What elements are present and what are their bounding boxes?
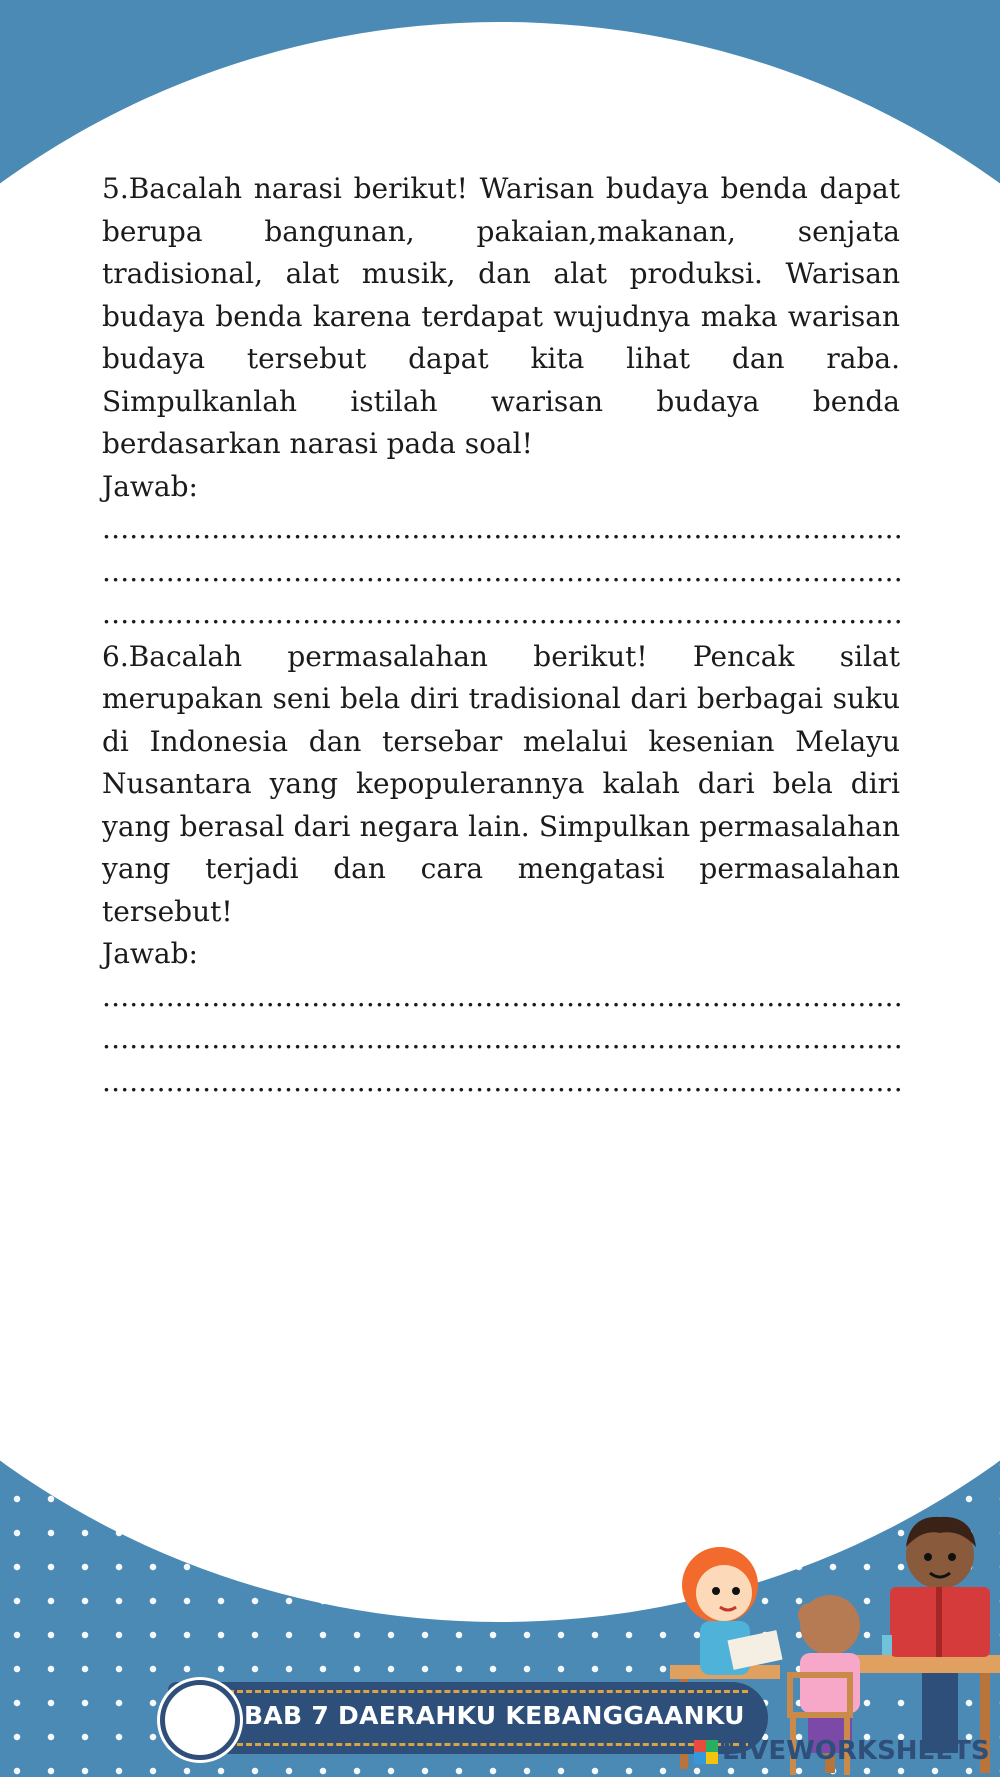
answer-line[interactable] (102, 1018, 900, 1061)
answer-line[interactable] (102, 508, 900, 551)
answer-line[interactable] (102, 593, 900, 636)
chapter-title: BAB 7 DAERAHKU KEBANGGAANKU (244, 1701, 745, 1730)
answer-line[interactable] (102, 551, 900, 594)
banner-dashed-line (228, 1743, 748, 1746)
question-5-answer-label: Jawab: (102, 469, 198, 503)
answer-line[interactable] (102, 976, 900, 1019)
answer-line[interactable] (102, 1061, 900, 1104)
question-6-text: 6.Bacalah permasalahan berikut! Pencak silat merupakan seni bela diri tradisional dari berbagai suku di Indonesia dan tersebar melalui kesenian Melayu Nusantara yang kepopulerannya kalah dari bela diri yang berasal dari negara lain. Simpulkan permasalahan yang terjadi dan cara mengatasi permasalahan tersebut! (102, 639, 900, 928)
banner-dashed-line (228, 1690, 748, 1693)
worksheet-content (102, 168, 900, 1103)
question-6-answer-label: Jawab: (102, 937, 198, 970)
liveworksheets-watermark[interactable]: LIVEWORKSHEETS (722, 1736, 990, 1766)
banner-circle-icon (160, 1680, 240, 1760)
question-5-text: 5.Bacalah narasi berikut! Warisan budaya benda dapat berupa bangunan, pakaian,makanan, senjata tradisional, alat musik, dan alat produksi. Warisan budaya benda karena terdapat wujudnya maka warisan budaya tersebut dapat kita lihat dan raba. Simpulkanlah istilah warisan budaya benda berdasarkan narasi pada soal! (102, 172, 900, 460)
liveworksheets-logo-icon (694, 1740, 718, 1764)
